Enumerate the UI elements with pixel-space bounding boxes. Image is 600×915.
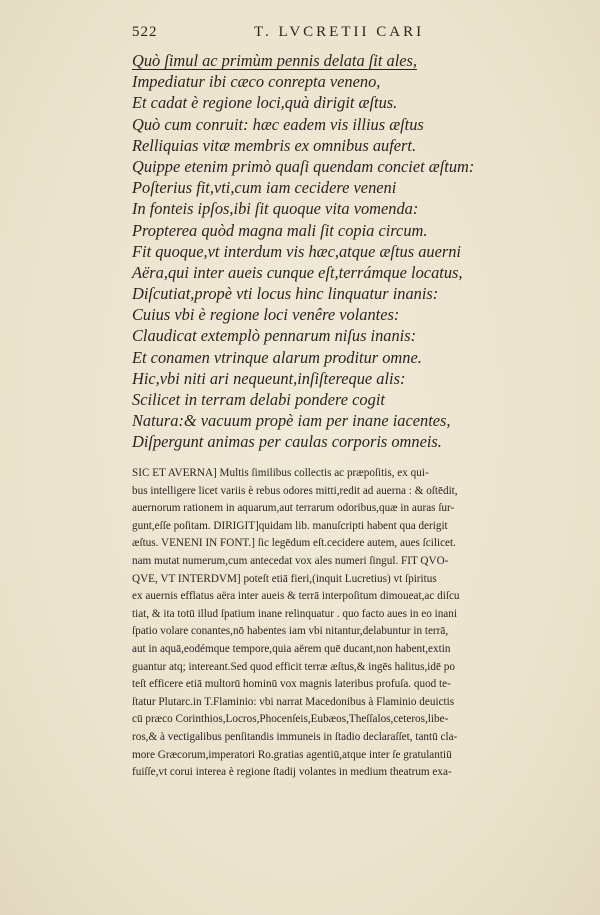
verse-line: Claudicat extemplò pennarum niſus inanis: xyxy=(132,326,417,346)
verse-line: Fit quoque,vt interdum vis hæc,atque æſtus auerni xyxy=(132,241,461,261)
verse-line: Cuius vbi è regione loci venêre volantes: xyxy=(132,305,400,325)
verse-block xyxy=(132,50,572,453)
verse-line: Propterea quòd magna mali ſit copia circum. xyxy=(132,220,428,240)
commentary-line: ros,& à vectigalibus penſitandis immuneis in ſtadio declaraſſet, tantū cla- xyxy=(132,730,458,743)
verse-line: Impediatur ibi cæco conrepta veneno, xyxy=(132,72,381,92)
verse-line: In fonteis ipſos,ibi ſit quoque vita vomenda: xyxy=(132,199,419,219)
verse-line: Et conamen vtrinque alarum proditur omne. xyxy=(132,347,422,367)
commentary-line: fuiſſe,vt corui interea è regione ſtadij volantes in medium theatrum exa- xyxy=(132,766,452,779)
commentary-line: tiat, & ita totū illud ſpatium inane relinquatur . quo facto aues in eo inani xyxy=(132,607,457,620)
verse-line: Hic,vbi niti ari nequeunt,inſiſtereque alis: xyxy=(132,368,406,388)
commentary-line: guantur atq; intereant.Sed quod efficit terræ æſtus,& ingēs halitus,idē po xyxy=(132,660,455,673)
commentary-line: QVE, VT INTERDVM] poteſt etiā fieri,(inquit Lucretius) vt ſpiritus xyxy=(132,572,437,585)
verse-line: Diſpergunt animas per caulas corporis omneis. xyxy=(132,432,442,452)
commentary-line: SIC ET AVERNA] Multis ſimilibus collectis ac præpoſitis, ex qui- xyxy=(132,467,429,479)
commentary-line: æſtus. VENENI IN FONT.] ſic legēdum eſt.cecidere autem, aues ſcilicet. xyxy=(132,537,456,550)
verse-line: Aëra,qui inter aueis cunque eſt,terrámque locatus, xyxy=(132,262,463,282)
commentary-line: ex auernis efflatus aëra inter aueis & terrā interpoſitum dimoueat,ac diſcu xyxy=(132,590,460,603)
commentary-line: cū præco Corinthios,Locros,Phocenſeis,Eubæos,Theſſalos,ceteros,libe- xyxy=(132,713,449,726)
commentary-line: more Græcorum,imperatori Ro.gratias agentiū,atque inter ſe gratulantiū xyxy=(132,748,452,761)
page-number: 522 xyxy=(132,24,158,40)
verse-line: Natura:& vacuum propè iam per inane iacentes, xyxy=(132,411,451,431)
verse-line: Diſcutiat,propè vti locus hinc linquatur inanis: xyxy=(132,284,439,304)
commentary-block xyxy=(132,465,568,782)
commentary-line: teſt efficere etiā multorū hominū vox magnis lateribus profuſa. quod te- xyxy=(132,678,451,691)
running-head: T. LVCRETII CARI xyxy=(254,24,425,40)
verse-line: Poſterius fit,vti,cum iam cecidere veneni xyxy=(132,178,397,198)
verse-line: Quippe etenim primò quaſi quendam conciet æſtum: xyxy=(132,156,475,176)
commentary-line: auernorum rationem in aquarum,aut terrarum odoribus,quæ in auras ſur- xyxy=(132,502,455,515)
commentary-line: gunt,eſſe poſitam. DIRIGIT]quidam lib. manuſcripti habent qua derigit xyxy=(132,519,448,532)
commentary-line: ſtatur Plutarc.in T.Flaminio: vbi narrat Macedonibus à Flaminio deuictis xyxy=(132,695,455,708)
verse-line: Quò cum conruit: hæc eadem vis illius æſtus xyxy=(132,114,424,134)
verse-line: Et cadat è regione loci,quà dirigit æſtus. xyxy=(132,93,398,113)
commentary-line: bus intelligere licet variis è rebus odores mitti,redit ad auerna : & oſtēdit, xyxy=(132,484,458,497)
commentary-line: ſpatio volare conantes,nō habentes iam vbi nitantur,delabuntur in terrā, xyxy=(132,625,449,638)
page-header xyxy=(132,24,572,44)
verse-line: Relliquias vitæ membris ex omnibus aufert. xyxy=(132,135,417,155)
verse-line: Quò ſimul ac primùm pennis delata ſit ales, xyxy=(132,51,417,70)
commentary-line: aut in aquā,eodémque tempore,quia aërem quē ducant,non habent,extin xyxy=(132,642,451,655)
commentary-line: nam mutat numerum,cum antecedat vox ales numeri ſingul. FIT QVO- xyxy=(132,554,449,567)
verse-line: Scilicet in terram delabi pondere cogit xyxy=(132,390,385,409)
